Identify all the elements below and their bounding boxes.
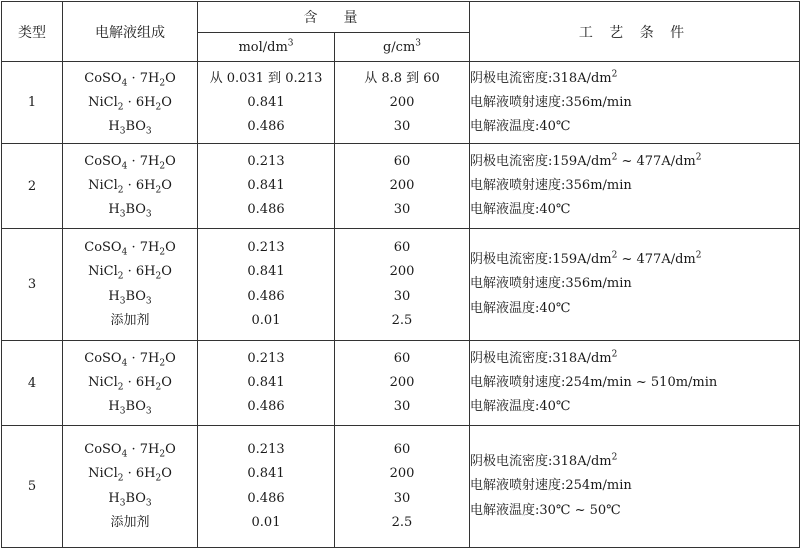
component-formula: CoSO$_4$ · $7H_2O$ bbox=[84, 70, 176, 89]
mol-value: 0.213 bbox=[247, 351, 285, 366]
mol-value: 0.841 bbox=[247, 94, 285, 110]
condition-line: 电解液喷射速度:254m/min bbox=[470, 478, 632, 494]
g-value: 30 bbox=[393, 288, 411, 304]
component-formula: 添加剂 bbox=[110, 515, 150, 530]
g-value: 2.5 bbox=[391, 313, 413, 328]
mol-value: 0.213 bbox=[247, 441, 285, 457]
component-formula: NiCl$_2$ · $6H_2O$ bbox=[88, 264, 172, 282]
mol-value: 0.213 bbox=[247, 239, 285, 255]
condition-line: 电解液温度:40℃ bbox=[470, 300, 571, 316]
component-formula: NiCl$_2$ · $6H_2O$ bbox=[88, 178, 172, 196]
component-formula: 添加剂 bbox=[110, 313, 150, 328]
mol-value: 0.841 bbox=[247, 375, 285, 390]
g-cell bbox=[335, 144, 470, 229]
mol-cell bbox=[198, 144, 335, 229]
condition-line: 电解液温度:40℃ bbox=[470, 118, 571, 134]
composition-cell bbox=[63, 62, 198, 144]
type-cell: 1 bbox=[2, 62, 63, 144]
composition-cell bbox=[63, 229, 198, 341]
mol-value: 0.486 bbox=[247, 118, 285, 134]
mol-value: 0.486 bbox=[247, 490, 285, 506]
mol-value: 0.486 bbox=[247, 202, 285, 217]
mol-value: 从 0.031 到 0.213 bbox=[209, 70, 323, 86]
table-row bbox=[2, 341, 800, 426]
electrolyte-table bbox=[1, 1, 800, 548]
composition-cell bbox=[63, 144, 198, 229]
header-unit-g: $g/cm^3$ bbox=[335, 33, 470, 62]
condition-line: 电解液喷射速度:254m/min ~ 510m/min bbox=[470, 375, 718, 390]
composition-cell bbox=[63, 341, 198, 426]
mol-value: 0.01 bbox=[251, 313, 281, 328]
condition-line: 阴极电流密度$:318A/dm^2$ bbox=[470, 349, 618, 366]
g-value: 从 8.8 到 60 bbox=[364, 70, 440, 86]
mol-cell bbox=[198, 341, 335, 426]
condition-cell bbox=[470, 426, 800, 548]
condition-line: 阴极电流密度$:159A/dm^2$ ~ $477A/dm^2$ bbox=[470, 250, 702, 267]
table-row bbox=[2, 426, 800, 548]
condition-line: 电解液喷射速度:356m/min bbox=[470, 178, 632, 193]
mol-cell bbox=[198, 62, 335, 144]
type-cell: 4 bbox=[2, 341, 63, 426]
header-content: 含 量 bbox=[198, 2, 470, 33]
condition-cell bbox=[470, 144, 800, 229]
g-value: 30 bbox=[393, 118, 411, 134]
mol-value: 0.841 bbox=[247, 466, 285, 481]
component-formula: NiCl$_2$ · $6H_2O$ bbox=[88, 375, 172, 393]
condition-line: 电解液温度:30℃ ~ 50℃ bbox=[470, 502, 621, 518]
condition-line: 电解液温度:40℃ bbox=[470, 399, 571, 414]
g-value: 60 bbox=[393, 239, 411, 255]
mol-value: 0.841 bbox=[247, 178, 285, 193]
type-cell: 5 bbox=[2, 426, 63, 548]
condition-line: 阴极电流密度$:318A/dm^2$ bbox=[470, 452, 618, 469]
header-unit-mol: mol/$dm^3$ bbox=[198, 33, 335, 62]
g-value: 200 bbox=[389, 264, 415, 279]
g-cell bbox=[335, 62, 470, 144]
component-formula: $H_3BO_3$ bbox=[108, 288, 152, 307]
header-type: 类型 bbox=[2, 2, 63, 62]
g-value: 30 bbox=[393, 399, 411, 414]
mol-value: 0.486 bbox=[247, 288, 285, 304]
g-cell bbox=[335, 426, 470, 548]
condition-line: 阴极电流密度$:318A/dm^2$ bbox=[470, 69, 618, 86]
condition-line: 阴极电流密度$:159A/dm^2$ ~ $477A/dm^2$ bbox=[470, 152, 702, 169]
mol-value: 0.841 bbox=[247, 264, 285, 279]
mol-value: 0.486 bbox=[247, 399, 285, 414]
component-formula: $H_3BO_3$ bbox=[108, 202, 152, 220]
g-value: 200 bbox=[389, 94, 415, 110]
g-value: 30 bbox=[393, 202, 411, 217]
type-cell: 3 bbox=[2, 229, 63, 341]
g-value: 200 bbox=[389, 178, 415, 193]
header-composition: 电解液组成 bbox=[63, 2, 198, 62]
g-value: 2.5 bbox=[391, 515, 413, 530]
condition-cell bbox=[470, 62, 800, 144]
g-value: 200 bbox=[389, 375, 415, 390]
table-row bbox=[2, 144, 800, 229]
condition-cell bbox=[470, 229, 800, 341]
g-value: 60 bbox=[393, 351, 411, 366]
g-cell bbox=[335, 229, 470, 341]
mol-value: 0.01 bbox=[251, 515, 281, 530]
table-row bbox=[2, 62, 800, 144]
component-formula: CoSO$_4$ · $7H_2O$ bbox=[84, 154, 176, 172]
component-formula: CoSO$_4$ · $7H_2O$ bbox=[84, 239, 176, 258]
mol-cell bbox=[198, 229, 335, 341]
condition-line: 电解液温度:40℃ bbox=[470, 202, 571, 217]
table-row bbox=[2, 229, 800, 341]
g-value: 60 bbox=[393, 154, 411, 169]
table-body bbox=[2, 62, 800, 548]
component-formula: NiCl$_2$ · $6H_2O$ bbox=[88, 466, 172, 484]
g-cell bbox=[335, 341, 470, 426]
g-value: 60 bbox=[393, 441, 411, 457]
g-value: 30 bbox=[393, 490, 411, 506]
component-formula: $H_3BO_3$ bbox=[108, 399, 152, 417]
condition-line: 电解液喷射速度:356m/min bbox=[470, 94, 632, 110]
component-formula: $H_3BO_3$ bbox=[108, 490, 152, 509]
condition-cell bbox=[470, 341, 800, 426]
g-value: 200 bbox=[389, 466, 415, 481]
mol-cell bbox=[198, 426, 335, 548]
condition-line: 电解液喷射速度:356m/min bbox=[470, 276, 632, 292]
component-formula: CoSO$_4$ · $7H_2O$ bbox=[84, 351, 176, 369]
mol-value: 0.213 bbox=[247, 154, 285, 169]
type-cell: 2 bbox=[2, 144, 63, 229]
header-process: 工 艺 条 件 bbox=[470, 2, 800, 62]
component-formula: CoSO$_4$ · $7H_2O$ bbox=[84, 441, 176, 460]
composition-cell bbox=[63, 426, 198, 548]
component-formula: $H_3BO_3$ bbox=[108, 118, 152, 137]
component-formula: NiCl$_2$ · $6H_2O$ bbox=[88, 94, 172, 113]
